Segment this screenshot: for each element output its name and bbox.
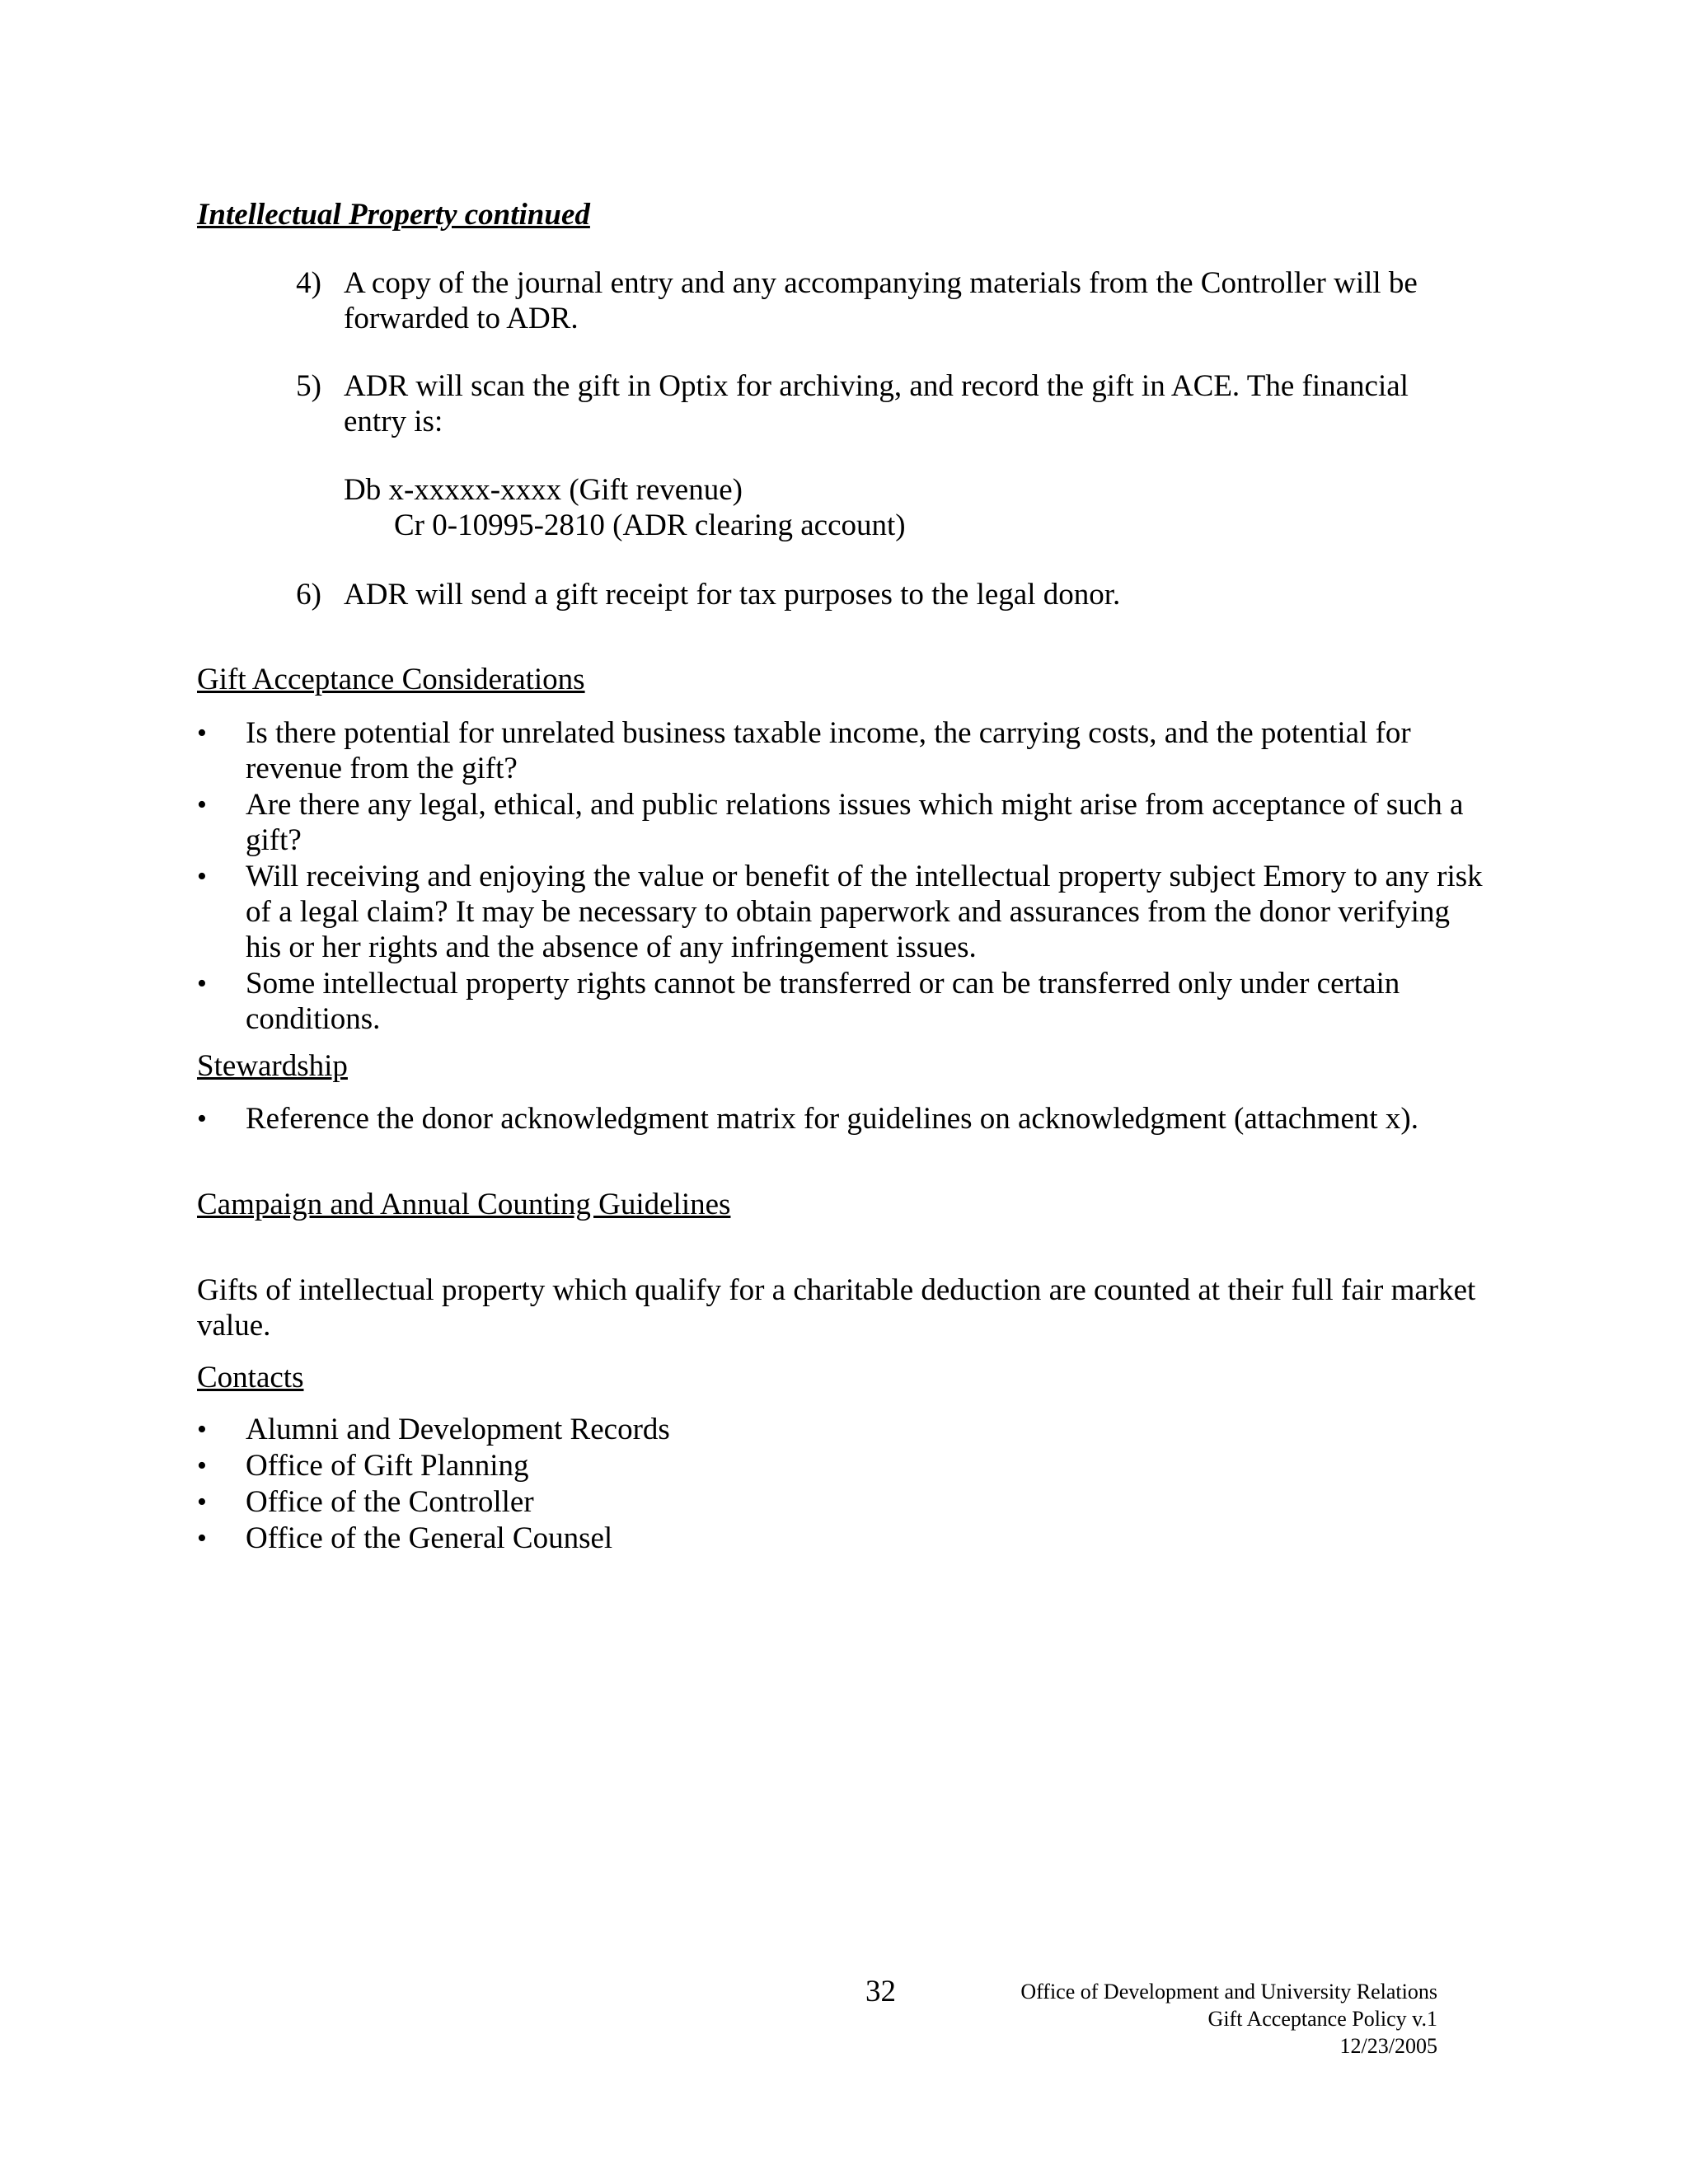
list-item-line: Is there potential for unrelated business taxable income, the carrying costs, and the potential for: [246, 716, 1411, 750]
footer-org: Office of Development and University Relations: [1020, 1980, 1437, 2004]
bullet-glyph: •: [197, 968, 207, 999]
list-item-line: Will receiving and enjoying the value or benefit of the intellectual property subject Emory to any risk: [246, 860, 1483, 893]
bullet-glyph: •: [197, 1523, 207, 1554]
list-item-line: Some intellectual property rights cannot be transferred or can be transferred only under certain: [246, 967, 1400, 1001]
paragraph-line: Gifts of intellectual property which qualify for a charitable deduction are counted at their full fair market: [197, 1273, 1476, 1307]
journal-debit-line: Db x-xxxxx-xxxx (Gift revenue): [344, 473, 743, 507]
bullet-glyph: •: [197, 1414, 207, 1445]
list-item-line: revenue from the gift?: [246, 752, 518, 785]
list-item-line: gift?: [246, 823, 302, 857]
step-text-line: A copy of the journal entry and any accompanying materials from the Controller will be: [344, 266, 1418, 300]
bullet-glyph: •: [197, 1487, 207, 1517]
step-text-line: ADR will send a gift receipt for tax purposes to the legal donor.: [344, 578, 1121, 612]
footer-info: [1020, 1978, 1437, 2060]
bullet-glyph: •: [197, 790, 207, 820]
list-item-line: Alumni and Development Records: [246, 1413, 670, 1446]
step-number: 4): [296, 266, 321, 300]
list-item-line: of a legal claim? It may be necessary to obtain paperwork and assurances from the donor verifying: [246, 895, 1450, 929]
list-item-line: Reference the donor acknowledgment matrix for guidelines on acknowledgment (attachment x).: [246, 1102, 1418, 1136]
bullet-glyph: •: [197, 861, 207, 892]
step-number: 6): [296, 578, 321, 612]
list-item-line: his or her rights and the absence of any infringement issues.: [246, 930, 977, 964]
step-text-line: entry is:: [344, 405, 443, 438]
paragraph-line: value.: [197, 1309, 271, 1343]
journal-credit-line: Cr 0-10995-2810 (ADR clearing account): [394, 509, 906, 542]
page-number: 32: [865, 1975, 896, 2008]
footer-date: 12/23/2005: [1339, 2034, 1437, 2058]
step-text-line: forwarded to ADR.: [344, 302, 579, 335]
list-item-line: Office of the Controller: [246, 1485, 534, 1519]
stewardship-heading: Stewardship: [197, 1049, 348, 1083]
page-heading: Intellectual Property continued: [197, 198, 590, 232]
list-item-line: conditions.: [246, 1002, 381, 1036]
list-item-line: Office of Gift Planning: [246, 1449, 529, 1483]
contacts-heading: Contacts: [197, 1361, 304, 1394]
step-number: 5): [296, 369, 321, 403]
bullet-glyph: •: [197, 1451, 207, 1481]
step-text-line: ADR will scan the gift in Optix for archiving, and record the gift in ACE. The financial: [344, 369, 1409, 403]
counting-heading: Campaign and Annual Counting Guidelines: [197, 1188, 731, 1221]
footer-doc: Gift Acceptance Policy v.1: [1207, 2007, 1437, 2031]
bullet-glyph: •: [197, 718, 207, 748]
considerations-heading: Gift Acceptance Considerations: [197, 663, 585, 696]
list-item-line: Are there any legal, ethical, and public relations issues which might arise from acceptance of such a: [246, 788, 1464, 822]
bullet-glyph: •: [197, 1104, 207, 1134]
list-item-line: Office of the General Counsel: [246, 1521, 613, 1555]
